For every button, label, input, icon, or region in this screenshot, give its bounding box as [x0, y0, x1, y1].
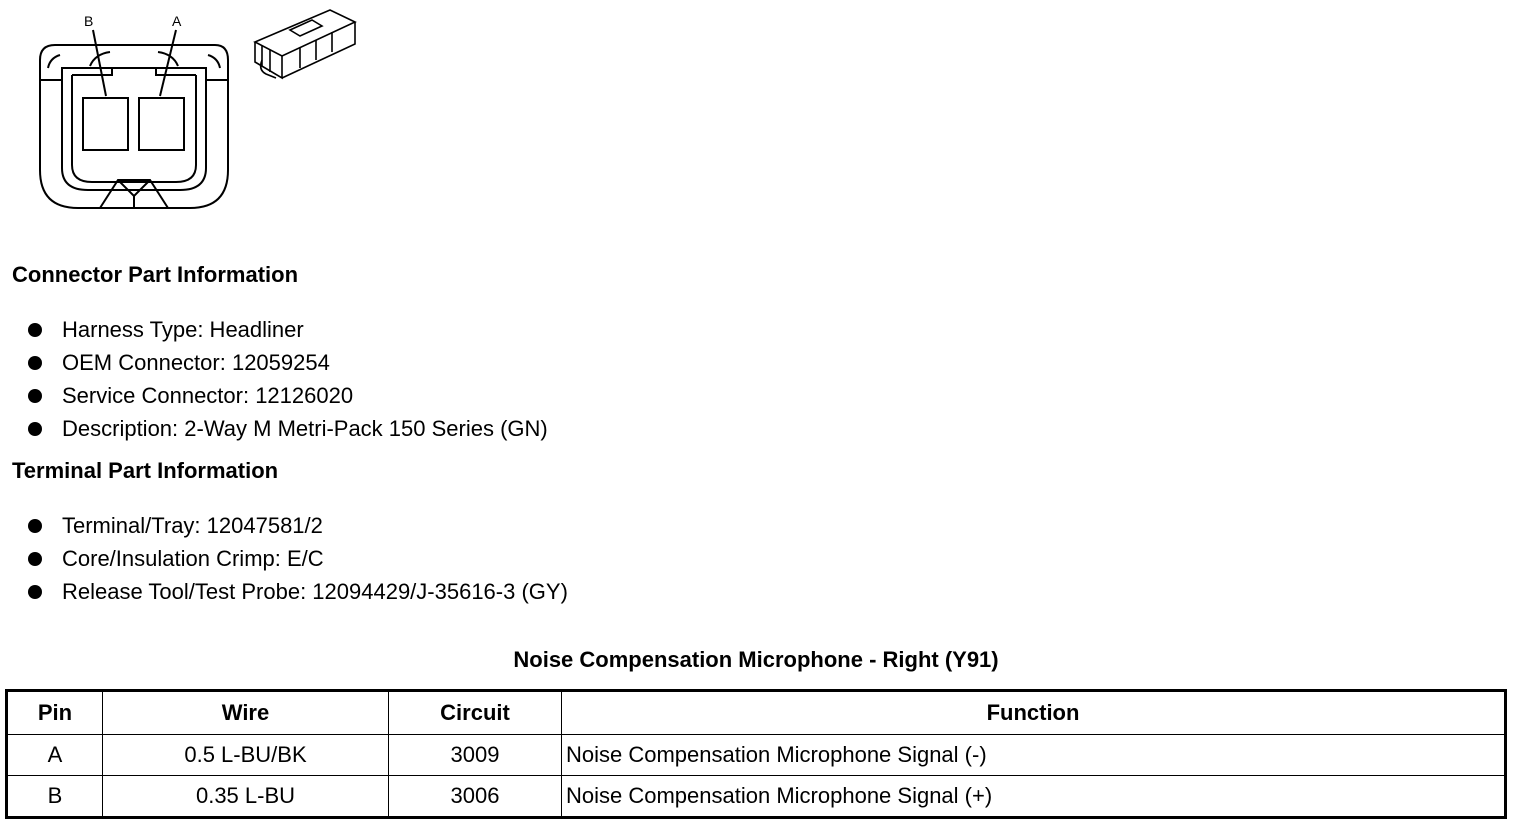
- header-wire: Wire: [103, 691, 389, 735]
- list-item-text: Core/Insulation Crimp: E/C: [62, 546, 324, 571]
- connector-info-list: [28, 313, 548, 445]
- bullet-icon: [28, 552, 42, 566]
- list-item: [28, 379, 548, 412]
- list-item: [28, 346, 548, 379]
- cell-function: Noise Compensation Microphone Signal (-): [562, 735, 1506, 776]
- connector-isometric-icon: [255, 10, 355, 78]
- connector-diagram: [0, 0, 380, 230]
- list-item: [28, 412, 548, 445]
- list-item-text: Description: 2-Way M Metri-Pack 150 Series (GN): [62, 416, 548, 441]
- cell-function: Noise Compensation Microphone Signal (+): [562, 776, 1506, 818]
- cell-circuit: 3009: [389, 735, 562, 776]
- table-row: [7, 735, 1506, 776]
- terminal-info-list: [28, 509, 568, 608]
- table-title: Noise Compensation Microphone - Right (Y91): [513, 647, 999, 672]
- table-row: [7, 776, 1506, 818]
- pin-table: [5, 689, 1507, 819]
- cell-circuit: 3006: [389, 776, 562, 818]
- list-item-text: Service Connector: 12126020: [62, 383, 354, 408]
- list-item-text: OEM Connector: 12059254: [62, 350, 330, 375]
- bullet-icon: [28, 585, 42, 599]
- list-item: [28, 509, 568, 542]
- cell-wire: 0.5 L-BU/BK: [103, 735, 389, 776]
- table-header-row: [7, 691, 1506, 735]
- bullet-icon: [28, 323, 42, 337]
- list-item: [28, 575, 568, 608]
- terminal-info-heading: Terminal Part Information: [12, 458, 279, 483]
- cell-pin: B: [7, 776, 103, 818]
- list-item: [28, 313, 548, 346]
- list-item-text: Terminal/Tray: 12047581/2: [62, 513, 323, 538]
- cell-pin: A: [7, 735, 103, 776]
- list-item-text: Harness Type: Headliner: [62, 317, 304, 342]
- header-function: Function: [562, 691, 1506, 735]
- bullet-icon: [28, 519, 42, 533]
- header-pin: Pin: [7, 691, 103, 735]
- connector-face-view: [0, 0, 380, 230]
- bullet-icon: [28, 422, 42, 436]
- list-item-text: Release Tool/Test Probe: 12094429/J-35616-3 (GY): [62, 579, 568, 604]
- header-circuit: Circuit: [389, 691, 562, 735]
- pin-label-b: B: [84, 13, 94, 29]
- bullet-icon: [28, 356, 42, 370]
- connector-info-heading: Connector Part Information: [12, 262, 299, 287]
- pin-label-a: A: [172, 13, 182, 29]
- cell-wire: 0.35 L-BU: [103, 776, 389, 818]
- list-item: [28, 542, 568, 575]
- bullet-icon: [28, 389, 42, 403]
